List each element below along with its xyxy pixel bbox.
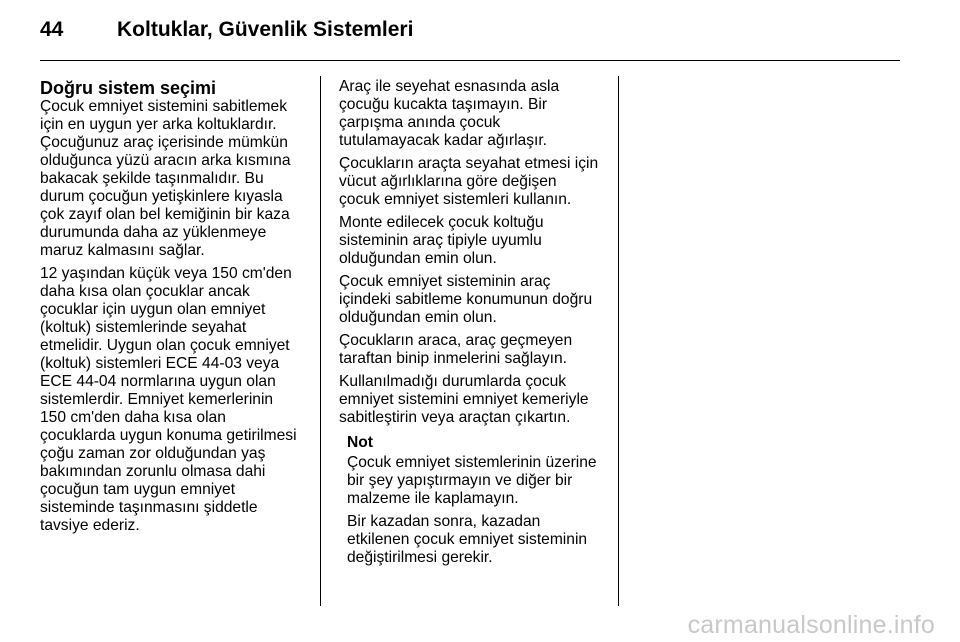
paragraph: Araç ile seyehat esnasında asla çocuğu kucakta taşımayın. Bir çarpışma anında çocuk tutulamayacak kadar ağırlaşır.: [339, 78, 560, 149]
paragraph: 12 yaşından küçük veya 150 cm'den daha kısa olan çocuklar ancak çocuklar için uygun olan emniyet (koltuk) sistemlerinde seyahat etmelidir. Uygun olan çocuk emniyet (koltuk) sistemleri ECE 44-03 veya ECE 44-04 normlarına uygun olan sistemlerdir. Emniyet kemerlerinin 150 cm'den daha kısa olan çocuklarda uygun konuma getirilmesi çoğu zaman zor olduğundan yaş bakımından zorunlu olmasa dahi çocuğun tam uygun emniyet sisteminde taşınmasını şiddetle tavsiye ederiz.: [40, 265, 297, 534]
note-heading: Not: [347, 434, 373, 451]
section-heading: Doğru sistem seçimi: [40, 78, 217, 98]
left-column: [40, 78, 310, 540]
note-paragraph: Bir kazadan sonra, kazadan etkilenen çocuk emniyet sisteminin değiştirilmesi gerekir.: [347, 513, 588, 566]
paragraph: Çocukların araca, araç geçmeyen taraftan binip inmelerini sağlayın.: [339, 332, 573, 367]
note-paragraph: Çocuk emniyet sistemlerinin üzerine bir şey yapıştırmayın ve diğer bir malzeme ile kaplamayın.: [347, 454, 597, 507]
column-divider: [618, 76, 619, 606]
paragraph: Kullanılmadığı durumlarda çocuk emniyet sistemini emniyet kemeriyle sabitleştirin veya araçtan çıkartın.: [339, 373, 589, 426]
paragraph: Çocuk emniyet sistemini sabitlemek için en uygun yer arka koltuklardır. Çocuğunuz araç içerisinde mümkün olduğunca yüzü aracın arka kısmına bakacak şekilde taşınmalıdır. Bu durum çocuğun yetişkinlere kıyasla çok zayıf olan bel kemiğinin bir kaza durumunda daha az yüklenmeye maruz kalmasını sağlar.: [40, 98, 291, 259]
column-divider: [320, 76, 321, 606]
paragraph: Çocuk emniyet sisteminin araç içindeki sabitleme konumunun doğru olduğundan emin olun.: [339, 273, 593, 326]
note-block: [339, 434, 609, 567]
paragraph: Monte edilecek çocuk koltuğu sisteminin araç tipiyle uyumlu olduğundan emin olun.: [339, 214, 544, 267]
middle-column: [339, 78, 609, 572]
header-rule: [40, 60, 900, 61]
paragraph: Çocukların araçta seyahat etmesi için vücut ağırlıklarına göre değişen çocuk emniyet sistemleri kullanın.: [339, 155, 599, 208]
page-number: 44: [40, 18, 64, 41]
page-title: Koltuklar, Güvenlik Sistemleri: [117, 18, 414, 41]
watermark: carmanualsonline.info: [687, 611, 935, 639]
